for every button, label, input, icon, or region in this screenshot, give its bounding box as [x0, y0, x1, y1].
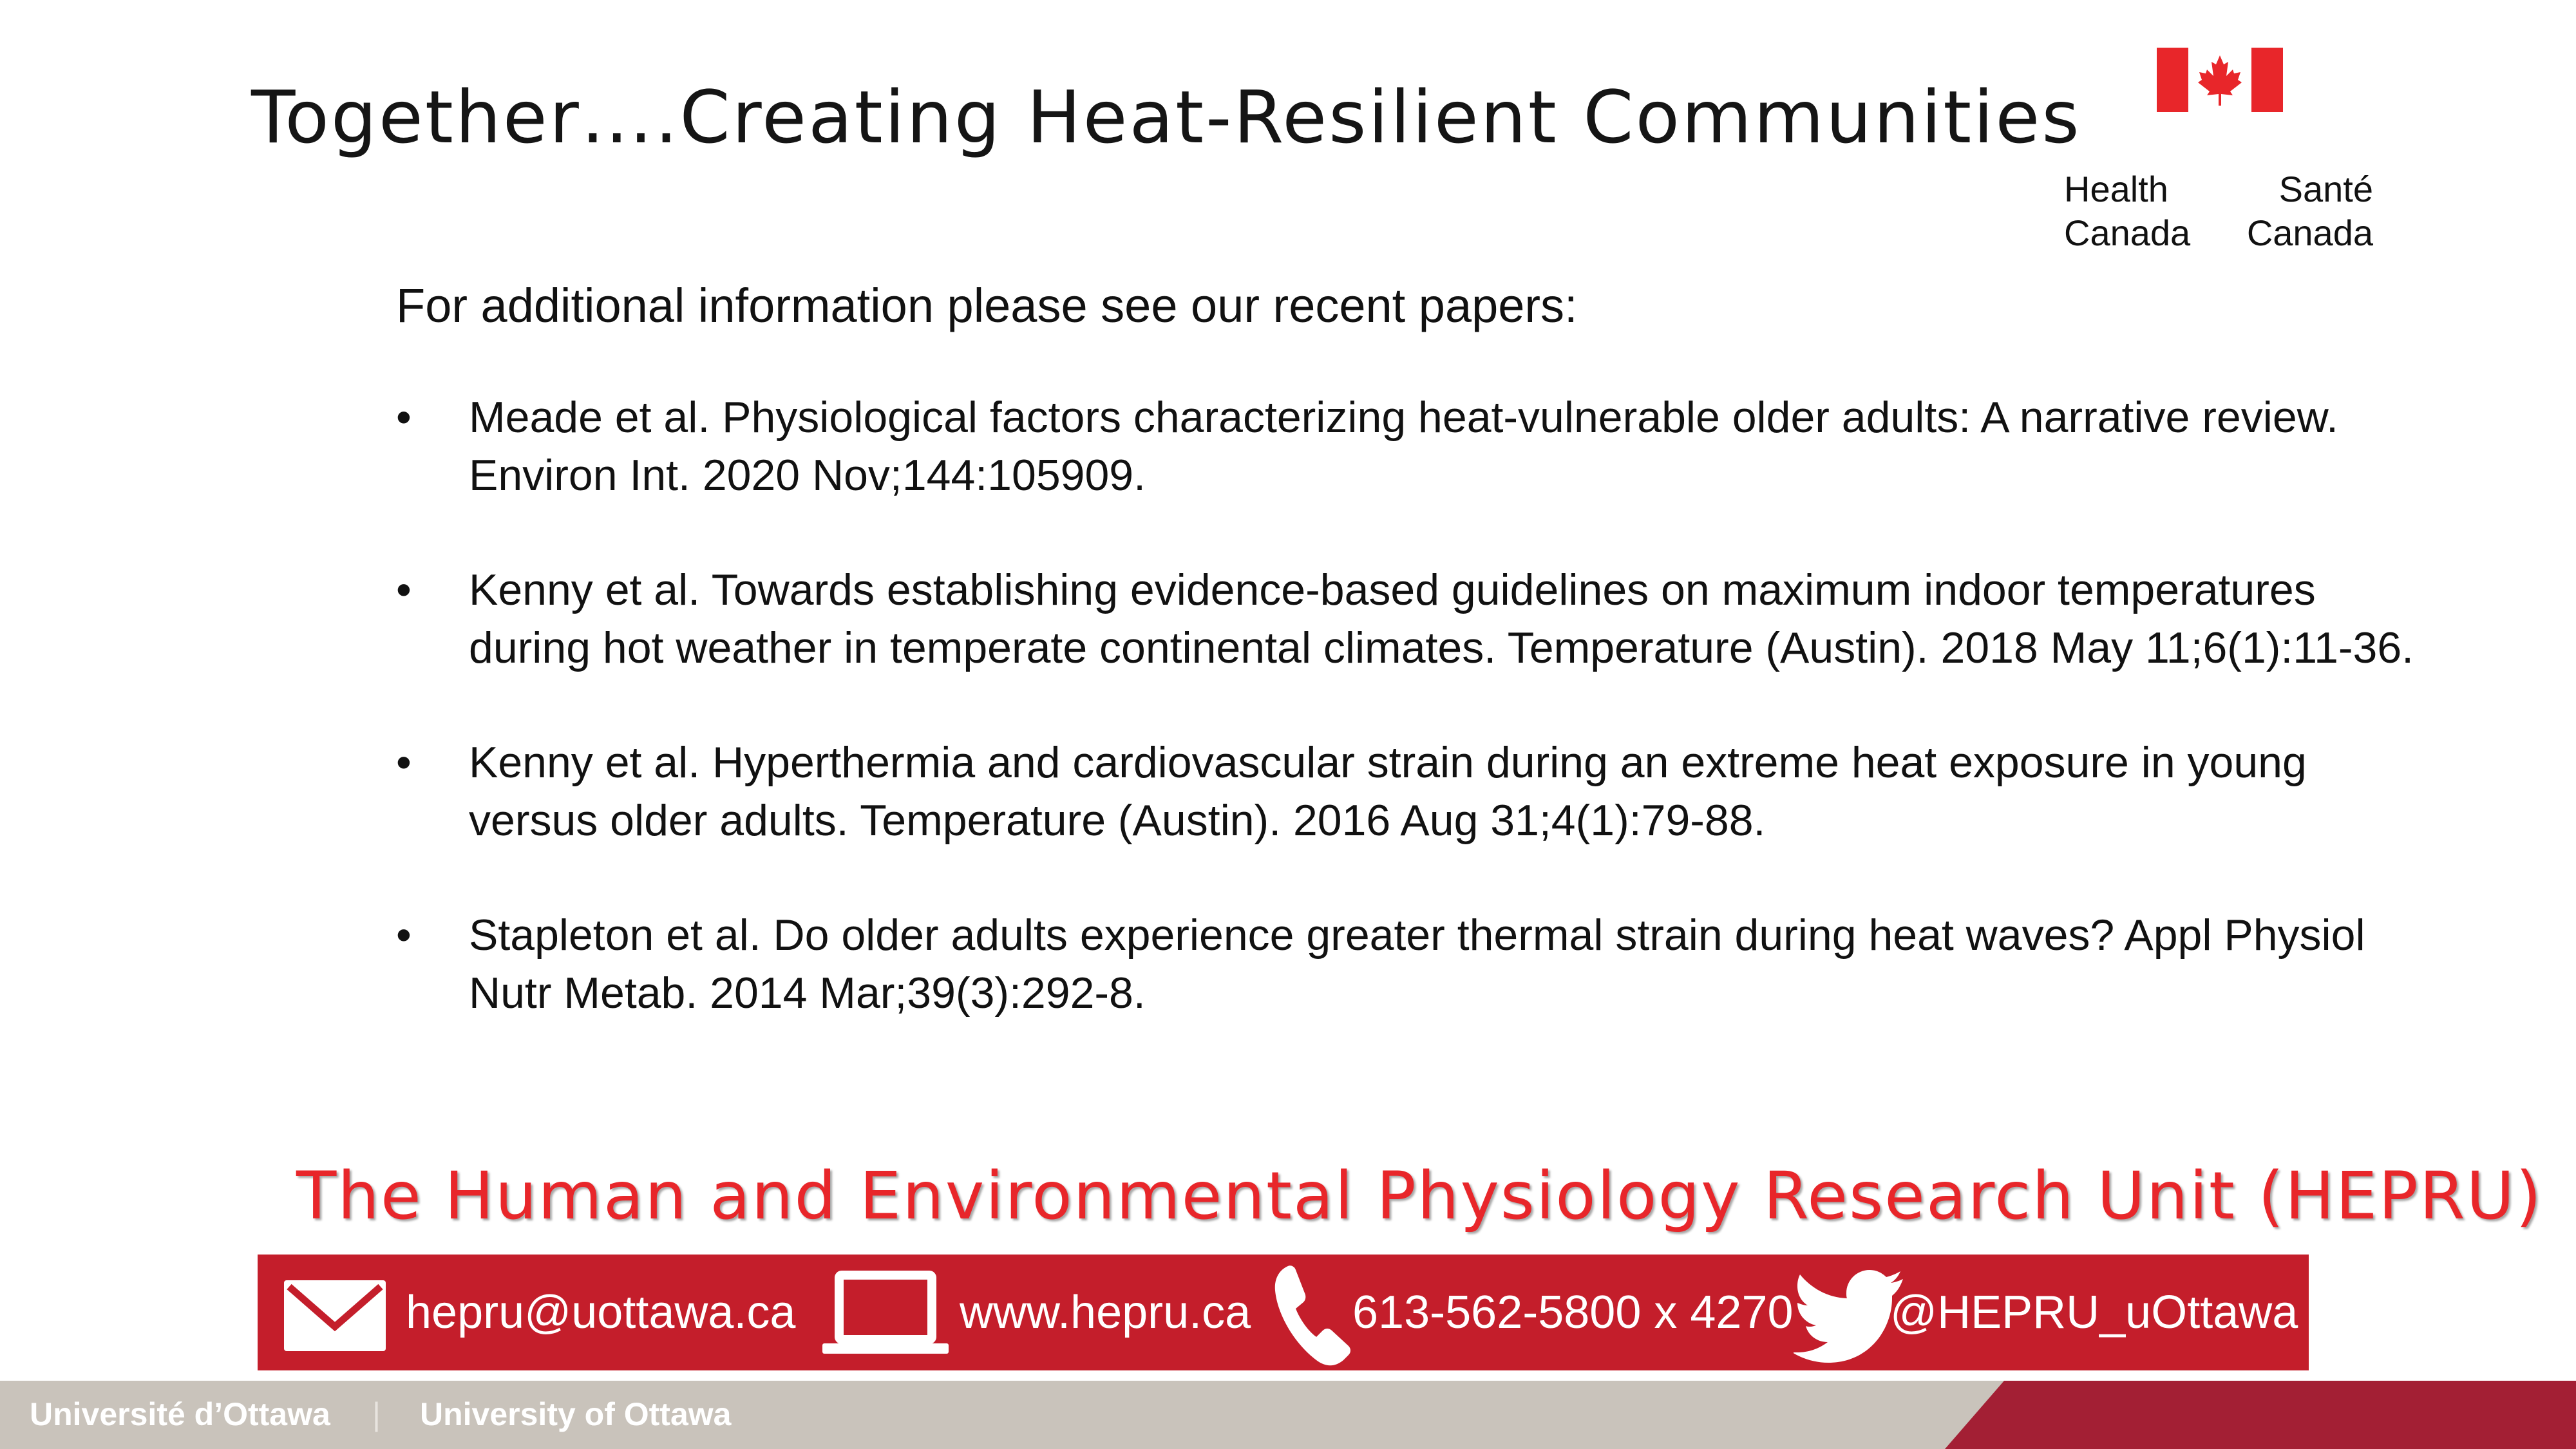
paper-list — [396, 388, 2425, 1022]
twitter-text[interactable]: @HEPRU_uOttawa — [1890, 1287, 2298, 1338]
university-footer — [0, 1381, 2576, 1449]
footer-band — [0, 1381, 2576, 1449]
laptop-icon — [821, 1255, 950, 1370]
slide-title: Together….Creating Heat-Resilient Communities — [251, 76, 2081, 160]
paper-item — [396, 388, 2425, 504]
paper-citation: Meade et al. Physiological factors characterizing heat-vulnerable older adults: A narrative review. Environ Int. 2020 Nov;144:105909. — [469, 393, 2338, 500]
logo-fr-line1: Santé — [2278, 169, 2373, 209]
twitter-bird-icon — [1794, 1255, 1903, 1370]
sante-canada-french — [2247, 167, 2373, 255]
health-canada-logo — [2064, 46, 2373, 252]
bullet: • — [396, 738, 412, 787]
health-canada-english — [2064, 167, 2190, 255]
papers-intro: For additional information please see our recent papers: — [396, 279, 1578, 332]
paper-citation: Stapleton et al. Do older adults experience greater thermal strain during heat waves? Appl Physiol Nutr Metab. 2014 Mar;39(3):292-8. — [469, 911, 2365, 1018]
footer-university-french: Université d’Ottawa — [30, 1396, 330, 1432]
logo-fr-line2: Canada — [2246, 213, 2373, 253]
logo-en-line1: Health — [2064, 169, 2168, 209]
paper-citation: Kenny et al. Hyperthermia and cardiovascular strain during an extreme heat exposure in young versus older adults. Temperature (Austin). 2016 Aug 31;4(1):79-88. — [469, 738, 2307, 845]
footer-separator: | — [372, 1396, 381, 1432]
envelope-icon — [280, 1255, 390, 1370]
papers-section — [396, 274, 2425, 1079]
bullet: • — [396, 565, 412, 614]
website-text[interactable]: www.hepru.ca — [960, 1287, 1251, 1338]
footer-university-english: University of Ottawa — [420, 1396, 732, 1432]
hepru-title: The Human and Environmental Physiology Research Unit (HEPRU) — [296, 1158, 2543, 1235]
logo-en-line2: Canada — [2064, 213, 2191, 253]
contact-twitter[interactable] — [1794, 1255, 2309, 1370]
email-text[interactable]: hepru@uottawa.ca — [406, 1287, 796, 1338]
paper-item — [396, 906, 2425, 1022]
canada-flag-icon — [2157, 48, 2283, 112]
contact-bar — [258, 1255, 2309, 1370]
phone-icon — [1269, 1255, 1359, 1370]
phone-text[interactable]: 613-562-5800 x 4270 — [1352, 1287, 1794, 1338]
paper-item — [396, 734, 2425, 849]
bullet: • — [396, 393, 412, 442]
paper-citation: Kenny et al. Towards establishing evidence-based guidelines on maximum indoor temperatures during hot weather in temperate continental climates. Temperature (Austin). 2018 May 11;6(1):11-36. — [469, 565, 2414, 672]
contact-email[interactable] — [280, 1255, 815, 1370]
paper-item — [396, 561, 2425, 677]
bullet: • — [396, 911, 412, 960]
